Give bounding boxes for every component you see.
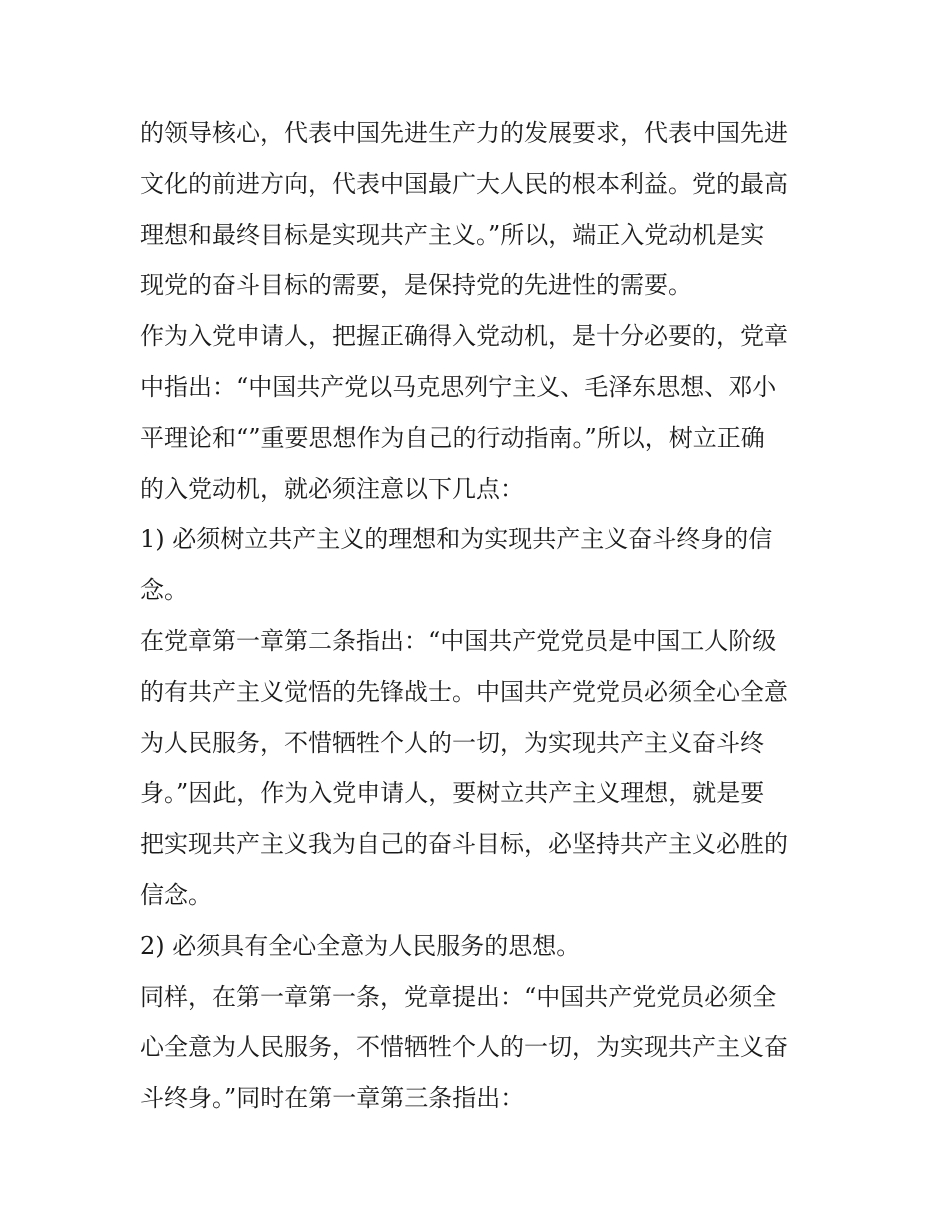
text-line: 作为入党申请人，把握正确得入党动机，是十分必要的，党章 (140, 322, 788, 351)
text-line: 把实现共产主义我为自己的奋斗目标，必坚持共产主义必胜的 (140, 830, 788, 859)
text-line: 的有共产主义觉悟的先锋战士。中国共产党党员必须全心全意 (140, 677, 788, 706)
text-line: 平理论和“”重要思想作为自己的行动指南。”所以，树立正确 (140, 423, 765, 452)
text-line: 斗终身。”同时在第一章第三条指出： (140, 1084, 525, 1113)
text-line: 信念。 (140, 880, 212, 909)
text-line: 理想和最终目标是实现共产主义。”所以，端正入党动机是实 (140, 220, 765, 249)
text-line: 文化的前进方向，代表中国最广大人民的根本利益。党的最高 (140, 169, 788, 198)
text-line: 为人民服务，不惜牺牲个人的一切，为实现共产主义奋斗终 (140, 728, 764, 757)
text-line: 在党章第一章第二条指出：“中国共产党党员是中国工人阶级 (140, 626, 777, 655)
text-line: 心全意为人民服务，不惜牺牲个人的一切，为实现共产主义奋 (140, 1033, 788, 1062)
text-line: 的领导核心，代表中国先进生产力的发展要求，代表中国先进 (140, 119, 788, 147)
document-body (140, 108, 820, 1124)
text-line: 同样，在第一章第一条，党章提出：“中国共产党党员必须全 (140, 982, 777, 1011)
text-line: 身。”因此，作为入党申请人，要树立共产主义理想，就是要 (140, 779, 765, 808)
text-line: 念。 (140, 576, 188, 605)
text-line: 现党的奋斗目标的需要，是保持党的先进性的需要。 (140, 271, 692, 300)
list-item-2: 2) 必须具有全心全意为人民服务的思想。 (140, 931, 581, 960)
text-line: 中指出：“中国共产党以马克思列宁主义、毛泽东思想、邓小 (140, 372, 777, 401)
list-item-1: 1) 必须树立共产主义的理想和为实现共产主义奋斗终身的信 (140, 525, 773, 554)
text-line: 的入党动机，就必须注意以下几点： (140, 474, 524, 503)
